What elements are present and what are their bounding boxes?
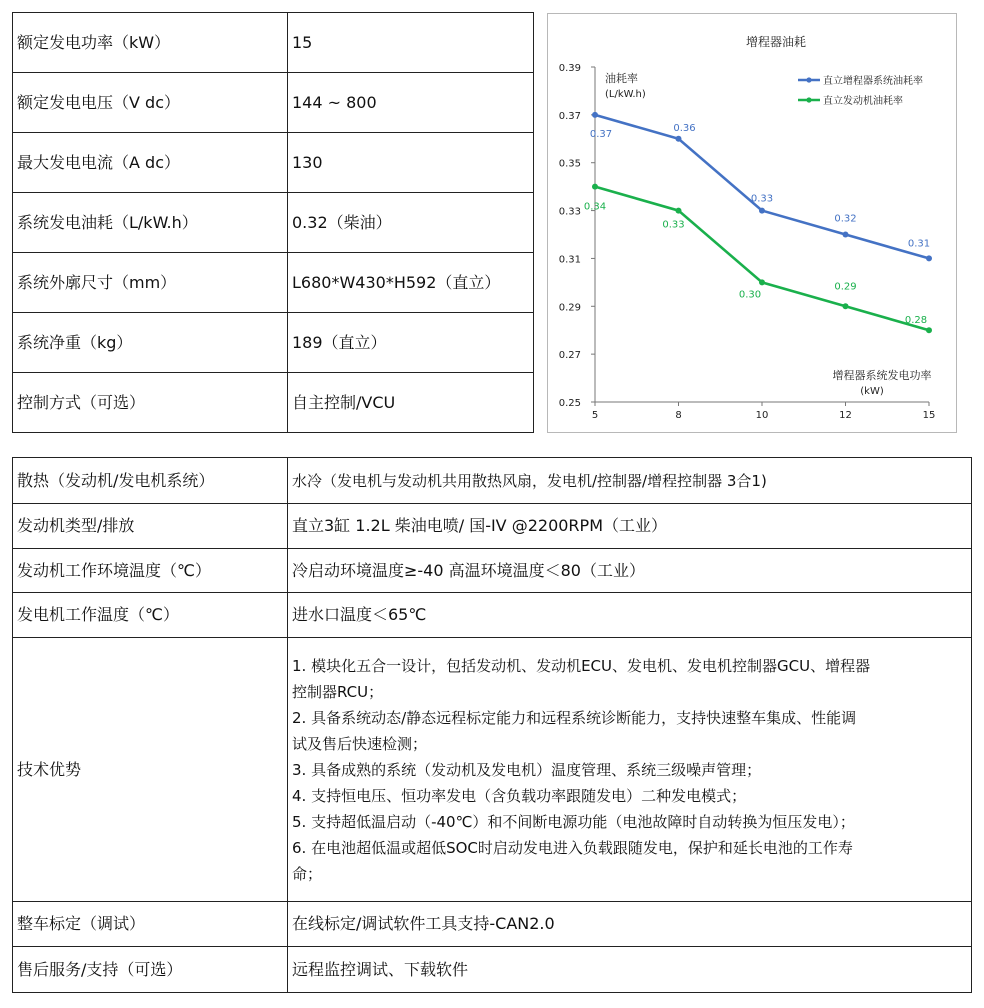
legend-marker-engine	[806, 97, 811, 102]
spec-label: 额定发电功率（kW）	[13, 13, 288, 73]
series-line-0	[595, 115, 929, 259]
data-point	[759, 208, 765, 214]
spec-label: 系统外廓尺寸（mm）	[13, 253, 288, 313]
x-tick-label: 5	[591, 410, 599, 421]
data-label: 0.31	[907, 238, 931, 250]
advantages-list	[288, 638, 972, 902]
y-tick-label: 0.35	[558, 158, 581, 170]
table-row	[13, 253, 534, 313]
data-point	[926, 255, 932, 261]
spec-table-bottom	[12, 457, 972, 993]
advantage-line: 5. 支持超低温启动（-40℃）和不间断电源功能（电池故障时自动转换为恒压发电）；	[292, 812, 855, 831]
y-tick-label: 0.29	[558, 302, 581, 314]
y-tick-label: 0.25	[558, 398, 581, 409]
table-row	[13, 638, 972, 902]
y-tick-label: 0.39	[558, 63, 581, 74]
data-point	[592, 184, 598, 190]
data-point	[843, 303, 849, 309]
spec-table-top	[12, 12, 534, 433]
spec-label: 发动机工作环境温度（℃）	[13, 549, 288, 593]
table-row	[13, 193, 534, 253]
spec-value: 直立3缸 1.2L 柴油电喷/ 国-IV @2200RPM（工业）	[288, 504, 972, 549]
spec-value: 0.32（柴油）	[288, 193, 534, 253]
table-row	[13, 947, 972, 993]
spec-value: 远程监控调试、下载软件	[288, 947, 972, 993]
spec-label: 额定发电电压（V dc）	[13, 73, 288, 133]
data-label: 0.30	[738, 289, 762, 301]
data-label: 0.36	[673, 122, 696, 134]
data-label: 0.28	[904, 315, 928, 327]
data-label: 0.33	[750, 193, 774, 205]
advantage-line: 试及售后快速检测；	[292, 734, 428, 753]
data-point	[676, 208, 682, 214]
data-label: 0.32	[834, 213, 857, 225]
data-point	[843, 232, 849, 238]
data-point	[759, 279, 765, 285]
legend-label-engine: 直立发动机油耗率	[823, 96, 903, 107]
advantage-line: 命；	[292, 864, 323, 883]
spec-label: 发动机类型/排放	[13, 504, 288, 549]
x-tick-label: 15	[922, 410, 936, 421]
advantage-line: 3. 具备成熟的系统（发动机及发电机）温度管理、系统三级噪声管理；	[292, 760, 762, 779]
advantage-line: 6. 在电池超低温或超低SOC时启动发电进入负载跟随发电，保护和延长电池的工作寿	[292, 838, 853, 857]
spec-value: 在线标定/调试软件工具支持-CAN2.0	[288, 902, 972, 947]
chart-canvas	[548, 14, 956, 432]
advantage-line: 控制器RCU；	[292, 682, 384, 701]
data-label: 0.37	[589, 128, 613, 140]
spec-value: 144 ~ 800	[288, 73, 534, 133]
spec-value: 130	[288, 133, 534, 193]
table-row	[13, 73, 534, 133]
x-tick-label: 10	[755, 410, 769, 421]
data-label: 0.34	[583, 201, 607, 213]
table-row	[13, 902, 972, 947]
spec-label: 整车标定（调试）	[13, 902, 288, 947]
advantage-line: 1. 模块化五合一设计，包括发动机、发动机ECU、发电机、发电机控制器GCU、增程器	[292, 656, 871, 675]
table-row	[13, 13, 534, 73]
spec-label: 发电机工作温度（℃）	[13, 593, 288, 638]
spec-label: 系统净重（kg）	[13, 313, 288, 373]
spec-value: L680*W430*H592（直立）	[288, 253, 534, 313]
table-row	[13, 133, 534, 193]
data-point	[592, 112, 598, 118]
spec-value: 自主控制/VCU	[288, 373, 534, 433]
spec-label: 系统发电油耗（L/kW.h）	[13, 193, 288, 253]
spec-label: 控制方式（可选）	[13, 373, 288, 433]
chart-title: 增程器油耗	[745, 35, 807, 49]
table-row	[13, 373, 534, 433]
table-row	[13, 593, 972, 638]
y-axis-label: 油耗率	[605, 72, 638, 85]
table-row	[13, 504, 972, 549]
x-axis-unit: (kW)	[860, 386, 884, 397]
x-tick-label: 12	[839, 410, 852, 421]
table-row	[13, 549, 972, 593]
advantage-line: 4. 支持恒电压、恒功率发电（含负载功率跟随发电）二种发电模式；	[292, 786, 747, 805]
advantage-line: 2. 具备系统动态/静态远程标定能力和远程系统诊断能力，支持快速整车集成、性能调	[292, 708, 857, 727]
y-tick-label: 0.31	[558, 254, 581, 266]
y-tick-label: 0.37	[558, 110, 581, 122]
spec-value: 水冷（发电机与发动机共用散热风扇，发电机/控制器/增程控制器 3合1)	[288, 458, 972, 504]
spec-label: 散热（发动机/发电机系统）	[13, 458, 288, 504]
data-label: 0.33	[662, 219, 685, 231]
y-tick-label: 0.27	[558, 350, 581, 362]
x-tick-label: 8	[675, 410, 682, 421]
data-label: 0.29	[834, 281, 857, 293]
table-row	[13, 458, 972, 504]
x-axis-label: 增程器系统发电功率	[832, 369, 932, 382]
data-point	[926, 327, 932, 333]
y-axis-unit: (L/kW.h)	[605, 89, 646, 100]
spec-label: 售后服务/支持（可选）	[13, 947, 288, 993]
data-point	[676, 136, 682, 142]
spec-label: 最大发电电流（A dc）	[13, 133, 288, 193]
table-row	[13, 313, 534, 373]
spec-value: 189（直立）	[288, 313, 534, 373]
legend-label-system: 直立增程器系统油耗率	[823, 76, 923, 87]
fuel-consumption-chart	[547, 13, 957, 433]
spec-value: 进水口温度＜65℃	[288, 593, 972, 638]
spec-value: 15	[288, 13, 534, 73]
y-tick-label: 0.33	[558, 206, 581, 218]
legend-marker-system	[806, 77, 811, 82]
spec-value: 冷启动环境温度≥-40 高温环境温度＜80（工业）	[288, 549, 972, 593]
spec-label: 技术优势	[13, 638, 288, 902]
chart-legend	[798, 74, 923, 107]
